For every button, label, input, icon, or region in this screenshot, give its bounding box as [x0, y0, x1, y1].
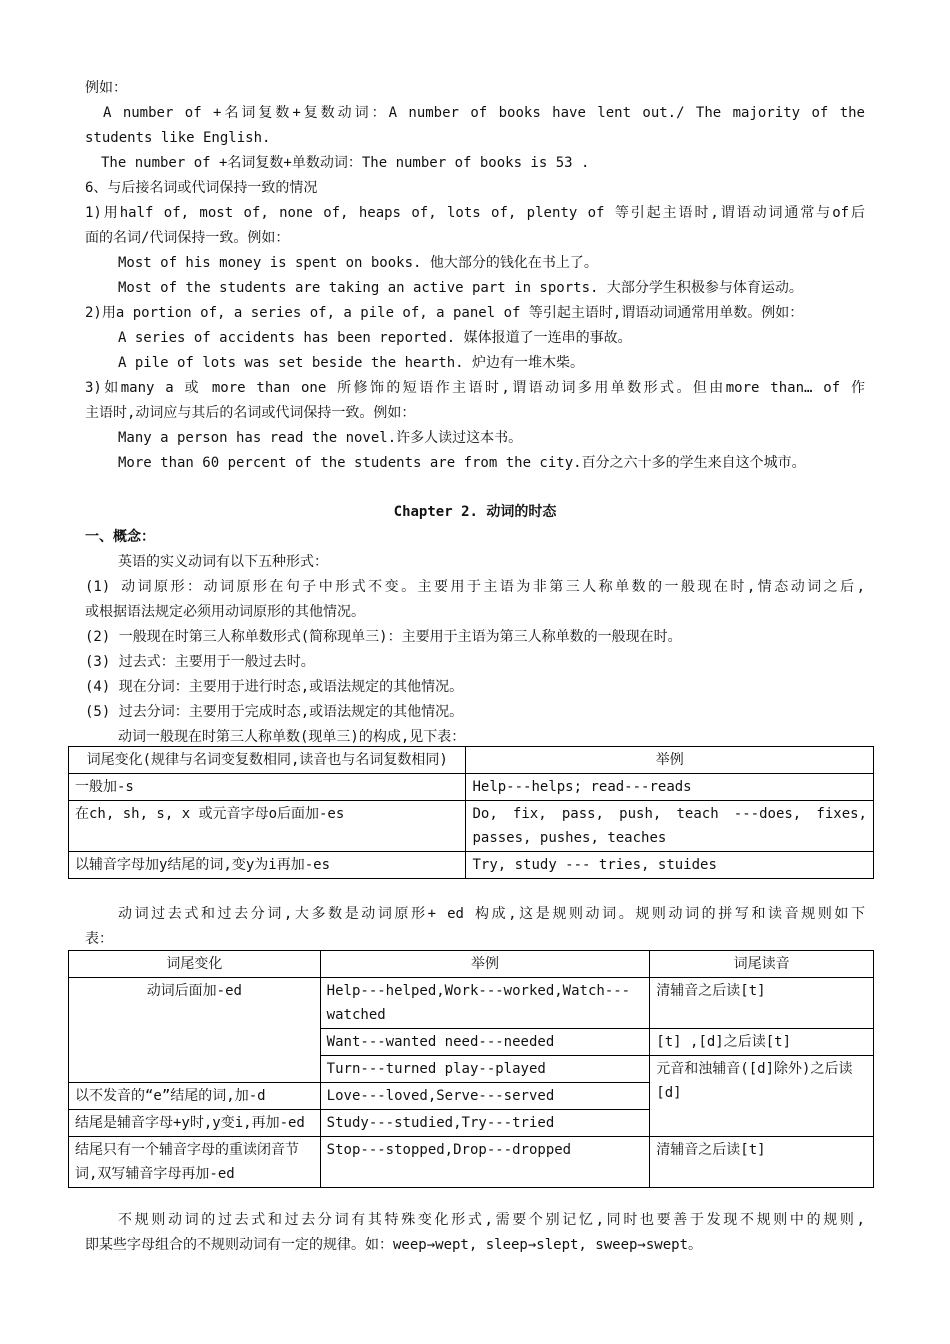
example-cell: Try, study --- tries, stuides: [466, 852, 874, 879]
form-1-line-1: (1) 动词原形：动词原形在句子中形式不变。主要用于主语为非第三人称单数的一般现在时,情态动词之后,: [85, 579, 865, 595]
example-6: More than 60 percent of the students are from the city.百分之六十多的学生来自这个城市。: [118, 455, 806, 471]
example-cell: Help---helps; read---reads: [466, 774, 874, 801]
point-1-line-1: 1)用half of, most of, none of, heaps of, lots of, plenty of 等引起主语时,谓语动词通常与of后: [85, 205, 865, 221]
rule-consonant-y: 结尾是辅音字母+y时,y变i,再加-ed: [69, 1110, 321, 1137]
chapter-title: Chapter 2. 动词的时态: [393, 504, 557, 520]
regular-verb-intro-line-2: 表：: [85, 931, 113, 947]
rule-silent-e: 以不发音的“e”结尾的词,加-d: [69, 1083, 321, 1110]
form-3: (3) 过去式：主要用于一般过去时。: [85, 654, 315, 670]
example-cell: Help---helped,Work---worked,Watch---watched: [320, 978, 650, 1029]
rule-cell: 在ch, sh, s, x 或元音字母o后面加-es: [69, 801, 466, 852]
section-6-heading: 6、与后接名词或代词保持一致的情况: [85, 180, 318, 196]
sound-cell: [t] ,[d]之后读[t]: [650, 1029, 874, 1056]
example-4: A pile of lots was set beside the hearth. 炉边有一堆木柴。: [118, 355, 585, 371]
example-1: Most of his money is spent on books. 他大部分的钱化在书上了。: [118, 255, 598, 271]
regular-verb-intro-line-1: 动词过去式和过去分词,大多数是动词原形+ ed 构成,这是规则动词。规则动词的拼写和读音规则如下: [118, 906, 865, 922]
sound-cell: 清辅音之后读[t]: [650, 1137, 874, 1188]
rule-a-number-of: A number of +名词复数+复数动词：A number of books have lent out./ The majority of the: [103, 105, 865, 121]
past-tense-table: [68, 950, 874, 1188]
header-example: 举例: [466, 747, 874, 774]
table-row: [69, 978, 874, 1029]
sound-cell: 元音和浊辅音([d]除外)之后读[d]: [650, 1056, 874, 1137]
form-1-line-2: 或根据语法规定必须用动词原形的其他情况。: [85, 604, 365, 620]
example-label: 例如：: [85, 80, 127, 96]
example-cell: Love---loved,Serve---served: [320, 1083, 650, 1110]
example-cell: Want---wanted need---needed: [320, 1029, 650, 1056]
point-3-line-2: 主语时,动词应与其后的名词或代词保持一致。例如：: [85, 405, 416, 421]
irregular-verb-line-2: 即某些字母组合的不规则动词有一定的规律。如：weep→wept, sleep→slept, sweep→swept。: [85, 1237, 703, 1253]
rule-cell: 以辅音字母加y结尾的词,变y为i再加-es: [69, 852, 466, 879]
rule-a-number-of-cont: students like English.: [85, 130, 271, 146]
table-row: [69, 1137, 874, 1188]
irregular-verb-line-1: 不规则动词的过去式和过去分词有其特殊变化形式,需要个别记忆,同时也要善于发现不规则中的规则,: [118, 1212, 865, 1228]
header-ending-change: 词尾变化: [69, 951, 321, 978]
example-5: Many a person has read the novel.许多人读过这本书。: [118, 430, 523, 446]
point-1-line-2: 面的名词/代词保持一致。例如：: [85, 230, 290, 246]
concept-heading: 一、概念：: [85, 529, 155, 545]
rule-double-consonant: 结尾只有一个辅音字母的重读闭音节词,双写辅音字母再加-ed: [69, 1137, 321, 1188]
table-header-row: [69, 951, 874, 978]
third-person-table: [68, 746, 874, 879]
table-row: [69, 852, 874, 879]
rule-cell: 一般加-s: [69, 774, 466, 801]
example-3: A series of accidents has been reported. 媒体报道了一连串的事故。: [118, 330, 632, 346]
verb-forms-intro: 英语的实义动词有以下五种形式：: [118, 554, 328, 570]
example-cell: Turn---turned play--played: [320, 1056, 650, 1083]
table-header-row: [69, 747, 874, 774]
sound-cell: 清辅音之后读[t]: [650, 978, 874, 1029]
table-1-intro: 动词一般现在时第三人称单数(现单三)的构成,见下表：: [118, 729, 466, 745]
header-ending-change: 词尾变化(规律与名词变复数相同,读音也与名词复数相同): [69, 747, 466, 774]
rule-the-number-of: The number of +名词复数+单数动词：The number of books is 53 .: [101, 155, 590, 171]
form-2: (2) 一般现在时第三人称单数形式(简称现单三)：主要用于主语为第三人称单数的一般现在时。: [85, 629, 682, 645]
example-cell: Do, fix, pass, push, teach ---does, fixes, passes, pushes, teaches: [466, 801, 874, 852]
table-row: [69, 774, 874, 801]
point-3-line-1: 3)如many a 或 more than one 所修饰的短语作主语时,谓语动词多用单数形式。但由more than… of 作: [85, 380, 865, 396]
header-example: 举例: [320, 951, 650, 978]
point-2: 2)用a portion of, a series of, a pile of, a panel of 等引起主语时,谓语动词通常用单数。例如：: [85, 305, 804, 321]
example-cell: Stop---stopped,Drop---dropped: [320, 1137, 650, 1188]
example-cell: Study---studied,Try---tried: [320, 1110, 650, 1137]
form-5: (5) 过去分词：主要用于完成时态,或语法规定的其他情况。: [85, 704, 464, 720]
rule-add-ed: 动词后面加-ed: [69, 978, 321, 1083]
table-row: [69, 801, 874, 852]
form-4: (4) 现在分词：主要用于进行时态,或语法规定的其他情况。: [85, 679, 464, 695]
header-pronunciation: 词尾读音: [650, 951, 874, 978]
example-2: Most of the students are taking an active part in sports. 大部分学生积极参与体育运动。: [118, 280, 803, 296]
